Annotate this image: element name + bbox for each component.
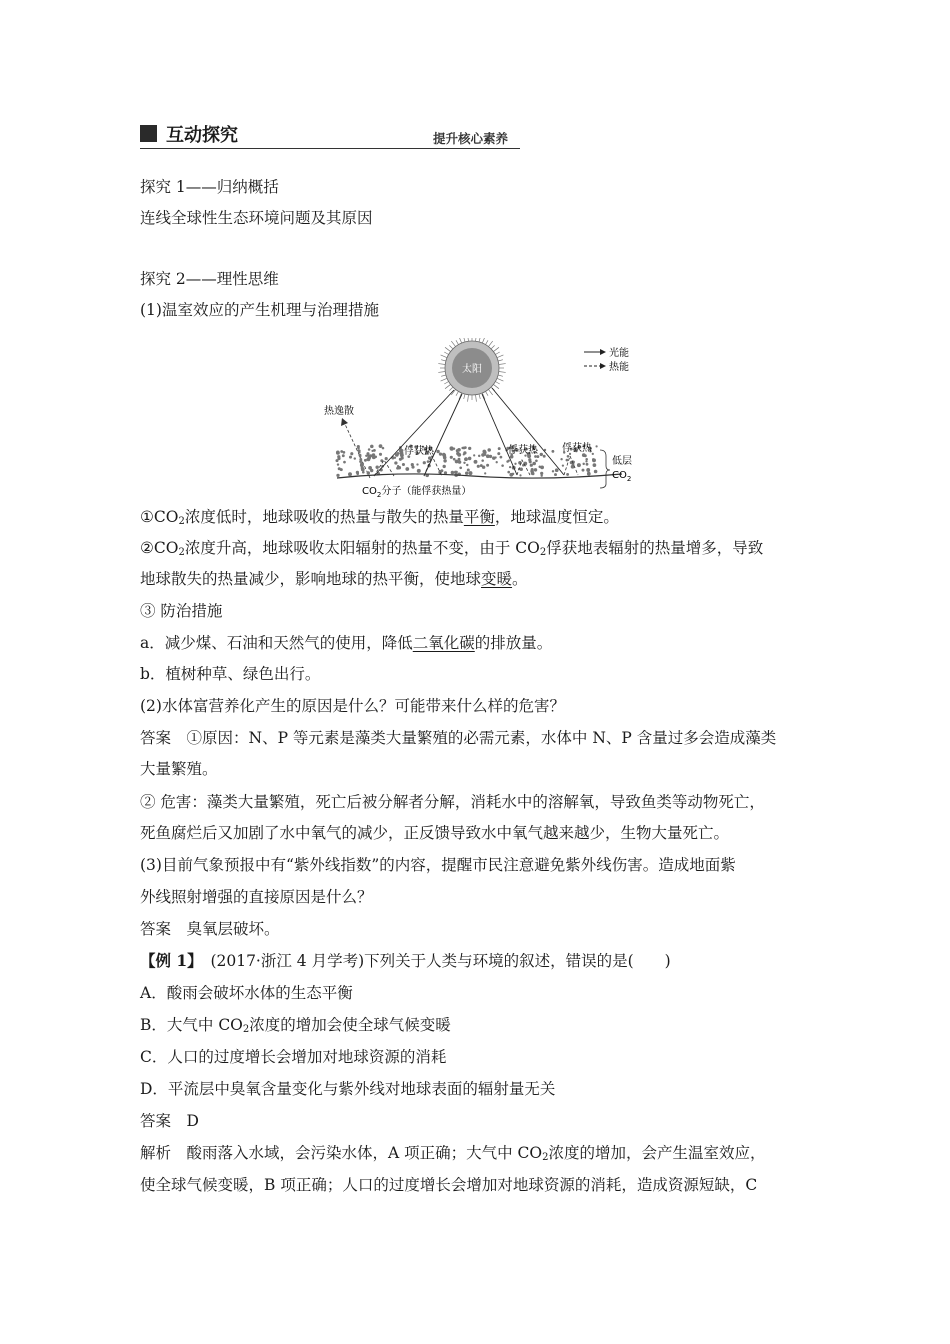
sun-ray [444, 382, 448, 385]
co2-dot [494, 456, 496, 458]
co2-dot [566, 459, 569, 462]
co2-dot [468, 457, 472, 461]
co2-dot [340, 469, 342, 471]
co2-dot [342, 454, 345, 457]
sun-ray [438, 364, 445, 365]
co2-dot [481, 459, 484, 462]
co2-dot [486, 464, 489, 467]
sun-ray [464, 338, 465, 342]
co2-dot [463, 453, 465, 455]
co2-dot [394, 457, 396, 459]
co2-dot [592, 458, 596, 462]
co2-dot [402, 463, 404, 465]
co2-dot [551, 450, 554, 453]
question-3-line-1: (3)目前气象预报中有“紫外线指数”的内容，提醒市民注意避免紫外线伤害。造成地面紫 [140, 856, 736, 874]
heat-escape-label: 热逸散 [324, 406, 354, 417]
co2-dot [411, 463, 414, 466]
co2-dot [560, 458, 562, 460]
co2-dot [416, 463, 418, 465]
question-2-answer-line-3: ② 危害：藻类大量繁殖，死亡后被分解者分解，消耗水中的溶解氧，导致鱼类等动物死亡， [140, 793, 765, 811]
co2-dot [467, 469, 470, 472]
co2-dot [577, 463, 581, 467]
sun-ray [444, 352, 448, 355]
co2-dot [397, 452, 400, 455]
co2-dot [459, 466, 462, 469]
sun-ray [441, 355, 447, 358]
sun-ray [451, 341, 455, 347]
co2-dot [398, 466, 401, 469]
co2-dot [461, 447, 463, 449]
co2-dot [423, 461, 426, 464]
co2-dot [482, 465, 485, 468]
option-d: D．平流层中臭氧含量变化与紫外线对地球表面的辐射量无关 [140, 1080, 556, 1098]
co2-dot [356, 472, 359, 475]
co2-dot [350, 452, 353, 455]
co2-dot [368, 448, 371, 451]
sun-ray [493, 384, 499, 388]
co2-dot [367, 471, 370, 474]
co2-dot [554, 473, 557, 476]
sun-ray [488, 341, 492, 347]
sun-ray [468, 338, 469, 341]
co2-dot [372, 453, 375, 456]
co2-dot [500, 456, 503, 459]
question-2-answer-line-4: 死鱼腐烂后又加剧了水中氧气的减少，正反馈导致水中氧气越来越少，生物大量死亡。 [140, 824, 730, 842]
sun-ray [445, 384, 451, 388]
co2-dot [367, 454, 370, 457]
question-3-line-2: 外线照射增强的直接原因是什么？ [140, 888, 373, 906]
point-3-heading: ③ 防治措施 [140, 602, 223, 620]
co2-dot [336, 451, 340, 455]
sun-ray [495, 352, 499, 355]
co2-dot [370, 445, 374, 449]
co2-dot [427, 460, 430, 463]
co2-dot [443, 465, 446, 468]
co2-dot [385, 457, 388, 460]
co2-dot [487, 448, 490, 451]
co2-dot [484, 454, 486, 456]
answer-blank-co2: 二氧化碳 [412, 634, 475, 652]
co2-dot [529, 460, 532, 463]
co2-dot [337, 457, 340, 460]
point-3b: b．植树种草、绿色出行。 [140, 665, 321, 683]
sun-ray [498, 360, 503, 361]
question-2-answer-line-1: 答案 ①原因：N、P 等元素是藻类大量繁殖的必需元素，水体中 N、P 含量过多会造成藻类 [140, 729, 777, 747]
co2-dot [473, 454, 475, 456]
co2-dot [532, 462, 536, 466]
co2-dot [498, 447, 501, 450]
co2-molecule-caption: $CO_2$分子（能俘获热量） [362, 486, 472, 498]
co2-dot [358, 451, 360, 453]
co2-dot [443, 459, 446, 462]
question-1-title: (1)温室效应的产生机理与治理措施 [140, 301, 379, 319]
co2-dot [543, 455, 546, 458]
point-2-line-2: 地球散失的热量减少，影响地球的热平衡，使地球变暖。 [140, 570, 528, 588]
sun-ray [498, 375, 503, 376]
co2-dot [566, 473, 569, 476]
co2-dot [457, 453, 461, 457]
header-divider [140, 148, 520, 149]
greenhouse-effect-diagram [322, 338, 642, 498]
co2-dot [458, 458, 461, 461]
co2-dot [501, 464, 504, 467]
co2-dot [360, 463, 364, 467]
co2-dot [343, 461, 346, 464]
sun-ray [499, 372, 506, 373]
sun-ray [456, 391, 459, 395]
co2-dot [364, 459, 367, 462]
sun-ray [456, 340, 459, 344]
example-1-answer: 答案 D [140, 1112, 199, 1130]
explore-1-heading: 探究 1——归纳概括 [140, 178, 279, 196]
co2-dot [552, 470, 554, 472]
co2-dot [450, 456, 453, 459]
sun-ray [479, 338, 480, 342]
co2-dot [451, 471, 455, 475]
co2-dot [514, 463, 516, 465]
co2-dot [478, 455, 480, 457]
sun-ray [476, 395, 477, 402]
answer-blank-warming: 变暖 [481, 570, 513, 588]
co2-dot [486, 454, 490, 458]
co2-dot [567, 455, 570, 458]
co2-dot [349, 456, 352, 459]
co2-dot [361, 467, 365, 471]
sun-ray [445, 347, 451, 351]
sun-ray [482, 338, 485, 343]
co2-dot [523, 462, 527, 466]
co2-dot [482, 450, 486, 454]
co2-dot [370, 469, 373, 472]
co2-dot [507, 471, 510, 474]
co2-dot [540, 466, 544, 470]
example-1-tag: 【例 1】 [140, 951, 195, 970]
co2-dot [417, 469, 421, 473]
co2-dot [362, 471, 365, 474]
analysis-line-1: 解析 酸雨落入水域，会污染水体，A 项正确；大气中 $CO_2$浓度的增加，会产生温室效应， [140, 1144, 766, 1163]
co2-dot [595, 445, 597, 447]
co2-dot [466, 464, 468, 466]
co2-dot [469, 471, 473, 475]
co2-dot [586, 463, 589, 466]
question-2-answer-line-2: 大量繁殖。 [140, 760, 218, 778]
co2-dot [534, 468, 537, 471]
question-2: (2)水体富营养化产生的原因是什么？可能带来什么样的危害？ [140, 697, 565, 715]
co2-dot [582, 469, 585, 472]
sun-ray [495, 382, 499, 385]
co2-dot [594, 470, 598, 474]
sun-ray [497, 355, 503, 358]
co2-dot [484, 472, 486, 474]
sun-ray [441, 375, 446, 376]
co2-dot [439, 452, 442, 455]
co2-dot [379, 444, 383, 448]
option-a: A．酸雨会破坏水体的生态平衡 [140, 984, 353, 1002]
co2-dot [465, 471, 468, 474]
co2-dot [530, 464, 533, 467]
point-3a: a．减少煤、石油和天然气的使用，降低二氧化碳的排放量。 [140, 634, 553, 652]
option-c: C．人口的过度增长会增加对地球资源的消耗 [140, 1048, 447, 1066]
question-3-answer: 答案 臭氧层破坏。 [140, 920, 280, 938]
point-2-line-1: $②CO_2$浓度升高，地球吸收太阳辐射的热量不变，由于 $CO_2$俘获地表辐射的热量增多，导致 [140, 539, 764, 558]
co2-dot [540, 453, 543, 456]
co2-dot [474, 460, 478, 464]
co2-dot [337, 463, 339, 465]
co2-dot [357, 447, 360, 450]
co2-dot [359, 455, 361, 457]
sun-ray [486, 340, 489, 344]
co2-dot [440, 469, 443, 472]
co2-dot [394, 461, 397, 464]
sun-ray [486, 391, 489, 395]
section-subtitle: 提升核心素养 [433, 131, 509, 146]
trap-heat-label-3: 俘获热 [562, 443, 592, 454]
sun-ray [493, 347, 499, 351]
co2-dot [468, 447, 471, 450]
co2-dot [453, 458, 456, 461]
co2-layer-label: $CO_2$ [612, 470, 632, 483]
answer-blank-balance: 平衡 [463, 508, 495, 526]
sun-ray [441, 360, 446, 361]
sun-ray [479, 394, 480, 399]
sun-ray [499, 364, 506, 365]
co2-dot [535, 459, 538, 462]
trap-heat-label-1: 俘获热 [404, 446, 434, 457]
sun-ray [476, 338, 477, 341]
sun-ray [449, 345, 453, 349]
co2-dot [555, 468, 559, 472]
co2-dot [405, 467, 409, 471]
co2-dot [477, 465, 480, 468]
co2-dot [400, 449, 403, 452]
sun-ray [459, 338, 462, 343]
co2-dot [360, 460, 362, 462]
sun-ray [497, 378, 503, 381]
co2-dot [562, 464, 564, 466]
sun-ray [441, 378, 447, 381]
co2-dot [541, 475, 543, 477]
low-layer-label: 低层 [612, 456, 632, 467]
sun-ray [449, 387, 453, 391]
explore-1-text: 连线全球性生态环境问题及其原因 [140, 209, 373, 227]
explore-2-heading: 探究 2——理性思维 [140, 270, 279, 288]
co2-dot [496, 461, 498, 463]
co2-dot [519, 467, 523, 471]
co2-dot [436, 450, 439, 453]
analysis-line-2: 使全球气候变暖，B 项正确；人口的过度增长会增加对地球资源的消耗，造成资源短缺，C [140, 1176, 758, 1194]
co2-dot [465, 458, 468, 461]
section-title: 互动探究 [166, 125, 238, 146]
co2-dot [354, 457, 356, 459]
section-marker-icon [140, 125, 157, 142]
co2-dot [585, 458, 588, 461]
sun-ray [468, 395, 469, 402]
point-1: $①CO_2$浓度低时，地球吸收的热量与散失的热量平衡，地球温度恒定。 [140, 508, 619, 527]
option-b: B．大气中 $CO_2$浓度的增加会使全球气候变暖 [140, 1016, 451, 1035]
legend-heat-label: 热能 [609, 362, 629, 373]
co2-dot [506, 460, 509, 463]
co2-dot [463, 462, 465, 464]
co2-dot [582, 463, 584, 465]
co2-dot [336, 474, 339, 477]
co2-dot [509, 466, 511, 468]
co2-dot [593, 465, 595, 467]
co2-dot [497, 452, 500, 455]
co2-dot [455, 460, 459, 464]
co2-dot [450, 446, 454, 450]
co2-dot [348, 472, 352, 476]
trap-heat-label-2: 俘获热 [508, 445, 538, 456]
co2-dot [456, 471, 458, 473]
sun-label: 太阳 [462, 364, 482, 375]
sun-ray [464, 394, 465, 399]
legend-light-label: 光能 [609, 348, 629, 359]
co2-dot [379, 453, 382, 456]
co2-dot [512, 473, 515, 476]
co2-dot [531, 471, 535, 475]
co2-dot [519, 474, 521, 476]
co2-dot [458, 460, 461, 463]
example-1-stem: 【例 1】 (2017·浙江 4 月学考)下列关于人类与环境的叙述，错误的是( ) [140, 951, 671, 970]
sun-ray [488, 389, 492, 395]
sun-ray [438, 372, 445, 373]
co2-dot [586, 468, 590, 472]
co2-dot [373, 449, 376, 452]
co2-dot [382, 447, 385, 450]
sun-ray [491, 345, 495, 349]
co2-dot [375, 465, 378, 468]
co2-dot [585, 460, 587, 462]
co2-dot [587, 471, 590, 474]
co2-dot [343, 451, 346, 454]
co2-dot [443, 456, 447, 460]
